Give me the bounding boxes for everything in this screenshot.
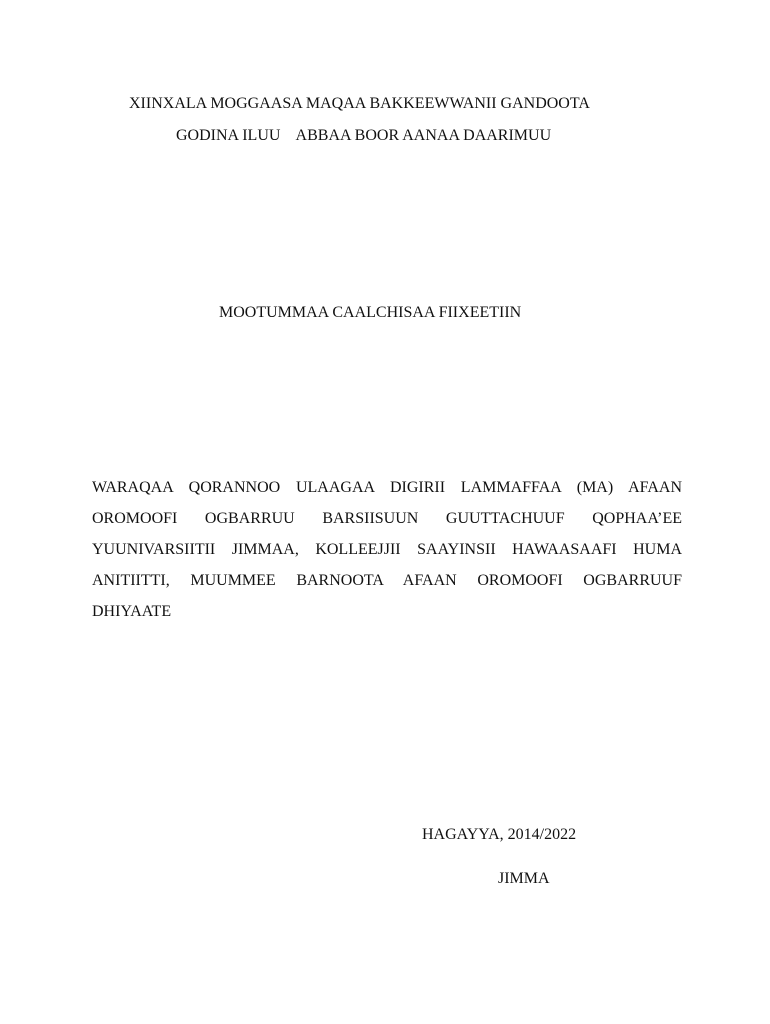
title-line-1: XIINXALA MOGGAASA MAQAA BAKKEEWWANII GANDOOTA	[129, 95, 590, 112]
purpose-line: OROMOOFI OGBARRUU BARSIISUUN GUUTTACHUUF QOPHAA’EE	[92, 510, 682, 527]
author-line: MOOTUMMAA CAALCHISAA FIIXEETIIN	[219, 304, 522, 321]
purpose-line: ANITIITTI, MUUMMEE BARNOOTA AFAAN OROMOOFI OGBARRUUF	[92, 572, 682, 589]
submission-date: HAGAYYA, 2014/2022	[422, 826, 577, 843]
submission-place: JIMMA	[498, 870, 550, 887]
purpose-statement	[92, 478, 682, 633]
purpose-line: WARAQAA QORANNOO ULAAGAA DIGIRII LAMMAFFAA (MA) AFAAN	[92, 479, 682, 496]
purpose-line: DHIYAATE	[92, 603, 172, 620]
title-line-2: GODINA ILUU ABBAA BOOR AANAA DAARIMUU	[176, 127, 552, 144]
purpose-line: YUUNIVARSIITII JIMMAA, KOLLEEJJII SAAYINSII HAWAASAAFI HUMA	[92, 541, 682, 558]
